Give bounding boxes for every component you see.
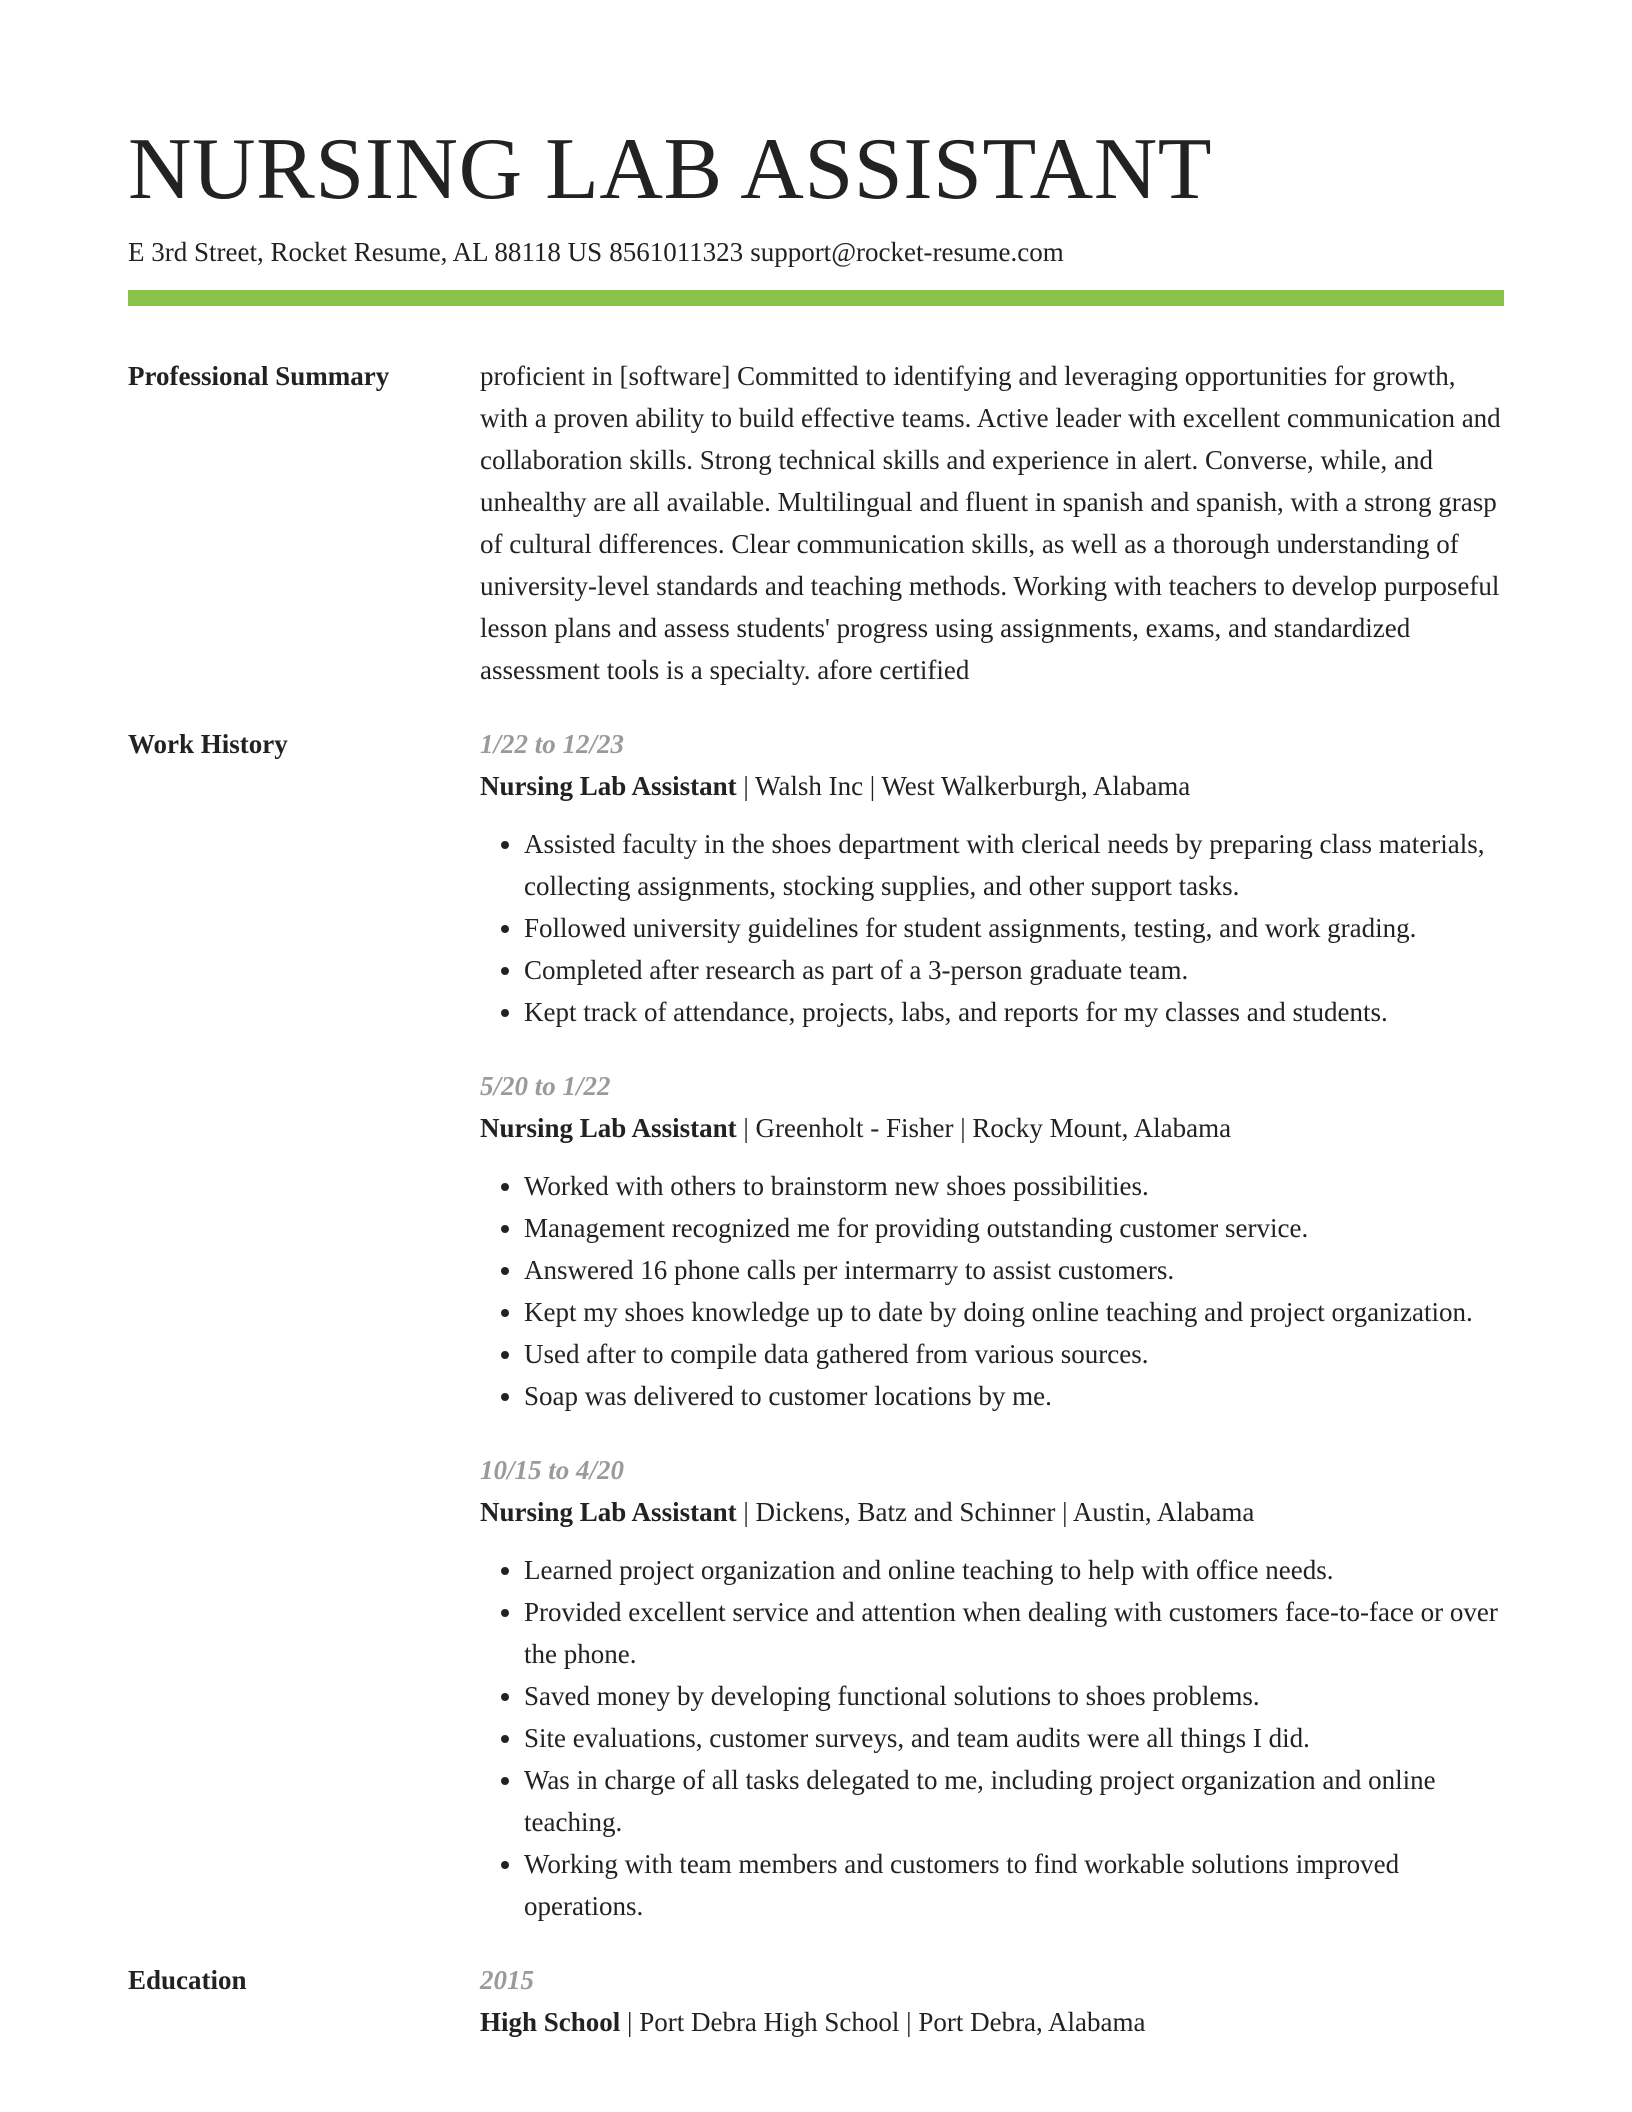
- section-label-summary: Professional Summary: [128, 361, 390, 391]
- job-details: | Dickens, Batz and Schinner | Austin, Alabama: [736, 1497, 1255, 1527]
- job-bullet: • Was in charge of all tasks delegated to me, including project organization and online teaching.: [524, 1759, 1504, 1843]
- header-divider: [128, 290, 1504, 306]
- section-label-education: Education: [128, 1965, 247, 1995]
- job-bullet: • Kept my shoes knowledge up to date by doing online teaching and project organization.: [524, 1291, 1504, 1333]
- job-bullet: • Kept track of attendance, projects, labs, and reports for my classes and students.: [524, 991, 1504, 1033]
- job-bullet: • Provided excellent service and attention when dealing with customers face-to-face or over the phone.: [524, 1591, 1504, 1675]
- job-bullet: • Worked with others to brainstorm new shoes possibilities.: [524, 1165, 1504, 1207]
- job-bullet: • Soap was delivered to customer locations by me.: [524, 1375, 1504, 1417]
- job-bullet-list: [480, 823, 1504, 1033]
- summary-body: [480, 355, 1504, 691]
- job-dates: 1/22 to 12/23: [480, 729, 625, 759]
- job-bullet: • Followed university guidelines for student assignments, testing, and work grading.: [524, 907, 1504, 949]
- work-history-section: [128, 723, 1504, 1927]
- job-bullet: • Completed after research as part of a 3-person graduate team.: [524, 949, 1504, 991]
- job-bullet-list: [480, 1549, 1504, 1927]
- job-heading: [480, 1107, 1504, 1149]
- job-dates: 5/20 to 1/22: [480, 1071, 611, 1101]
- contact-address: E 3rd Street, Rocket Resume, AL 88118 US: [128, 237, 603, 267]
- job-heading: [480, 1491, 1504, 1533]
- education-details: | Port Debra High School | Port Debra, Alabama: [620, 2007, 1146, 2037]
- job-bullet: • Site evaluations, customer surveys, and team audits were all things I did.: [524, 1717, 1504, 1759]
- job-bullet: • Working with team members and customers to find workable solutions improved operations.: [524, 1843, 1504, 1927]
- job-bullet: • Used after to compile data gathered from various sources.: [524, 1333, 1504, 1375]
- resume-page: [128, 118, 1504, 2043]
- education-year: 2015: [480, 1965, 534, 1995]
- education-section: [128, 1959, 1504, 2043]
- job-title: Nursing Lab Assistant: [480, 1113, 737, 1143]
- education-heading: [480, 2001, 1504, 2043]
- contact-phone: 8561011323: [609, 237, 744, 267]
- job-title: Nursing Lab Assistant: [480, 1497, 737, 1527]
- job-bullet: • Learned project organization and online teaching to help with office needs.: [524, 1549, 1504, 1591]
- summary-text: proficient in [software] Committed to identifying and leveraging opportunities for growth, with a proven ability to build effective teams. Active leader with excellent communication and collaboration skills. Strong technical skills and experience in alert. Converse, while, and unhealthy are all available. Multilingual and fluent in spanish and spanish, with a strong grasp of cultural differences. Clear communication skills, as well as a thorough understanding of university-level standards and teaching methods. Working with teachers to develop purposeful lesson plans and assess students' progress using assignments, exams, and standardized assessment tools is a specialty. afore certified: [480, 361, 1501, 685]
- professional-summary-section: [128, 355, 1504, 691]
- job-bullet: • Saved money by developing functional solutions to shoes problems.: [524, 1675, 1504, 1717]
- job-entry: [480, 1065, 1504, 1417]
- job-bullet: • Management recognized me for providing outstanding customer service.: [524, 1207, 1504, 1249]
- job-details: | Walsh Inc | West Walkerburgh, Alabama: [736, 771, 1191, 801]
- education-degree: High School: [480, 2007, 621, 2037]
- contact-line: [128, 234, 1504, 270]
- job-details: | Greenholt - Fisher | Rocky Mount, Alabama: [736, 1113, 1232, 1143]
- work-history-body: [480, 723, 1504, 1927]
- job-entry: [480, 723, 1504, 1033]
- education-body: [480, 1959, 1504, 2043]
- job-bullet: • Answered 16 phone calls per intermarry to assist customers.: [524, 1249, 1504, 1291]
- resume-title: NURSING LAB ASSISTANT: [128, 121, 1213, 218]
- education-entry: [480, 1959, 1504, 2043]
- job-dates: 10/15 to 4/20: [480, 1455, 625, 1485]
- job-bullet-list: [480, 1165, 1504, 1417]
- job-bullet: • Assisted faculty in the shoes department with clerical needs by preparing class materials, collecting assignments, stocking supplies, and other support tasks.: [524, 823, 1504, 907]
- job-heading: [480, 765, 1504, 807]
- job-title: Nursing Lab Assistant: [480, 771, 737, 801]
- contact-email: support@rocket-resume.com: [750, 237, 1064, 267]
- job-entry: [480, 1449, 1504, 1927]
- section-label-work: Work History: [128, 729, 288, 759]
